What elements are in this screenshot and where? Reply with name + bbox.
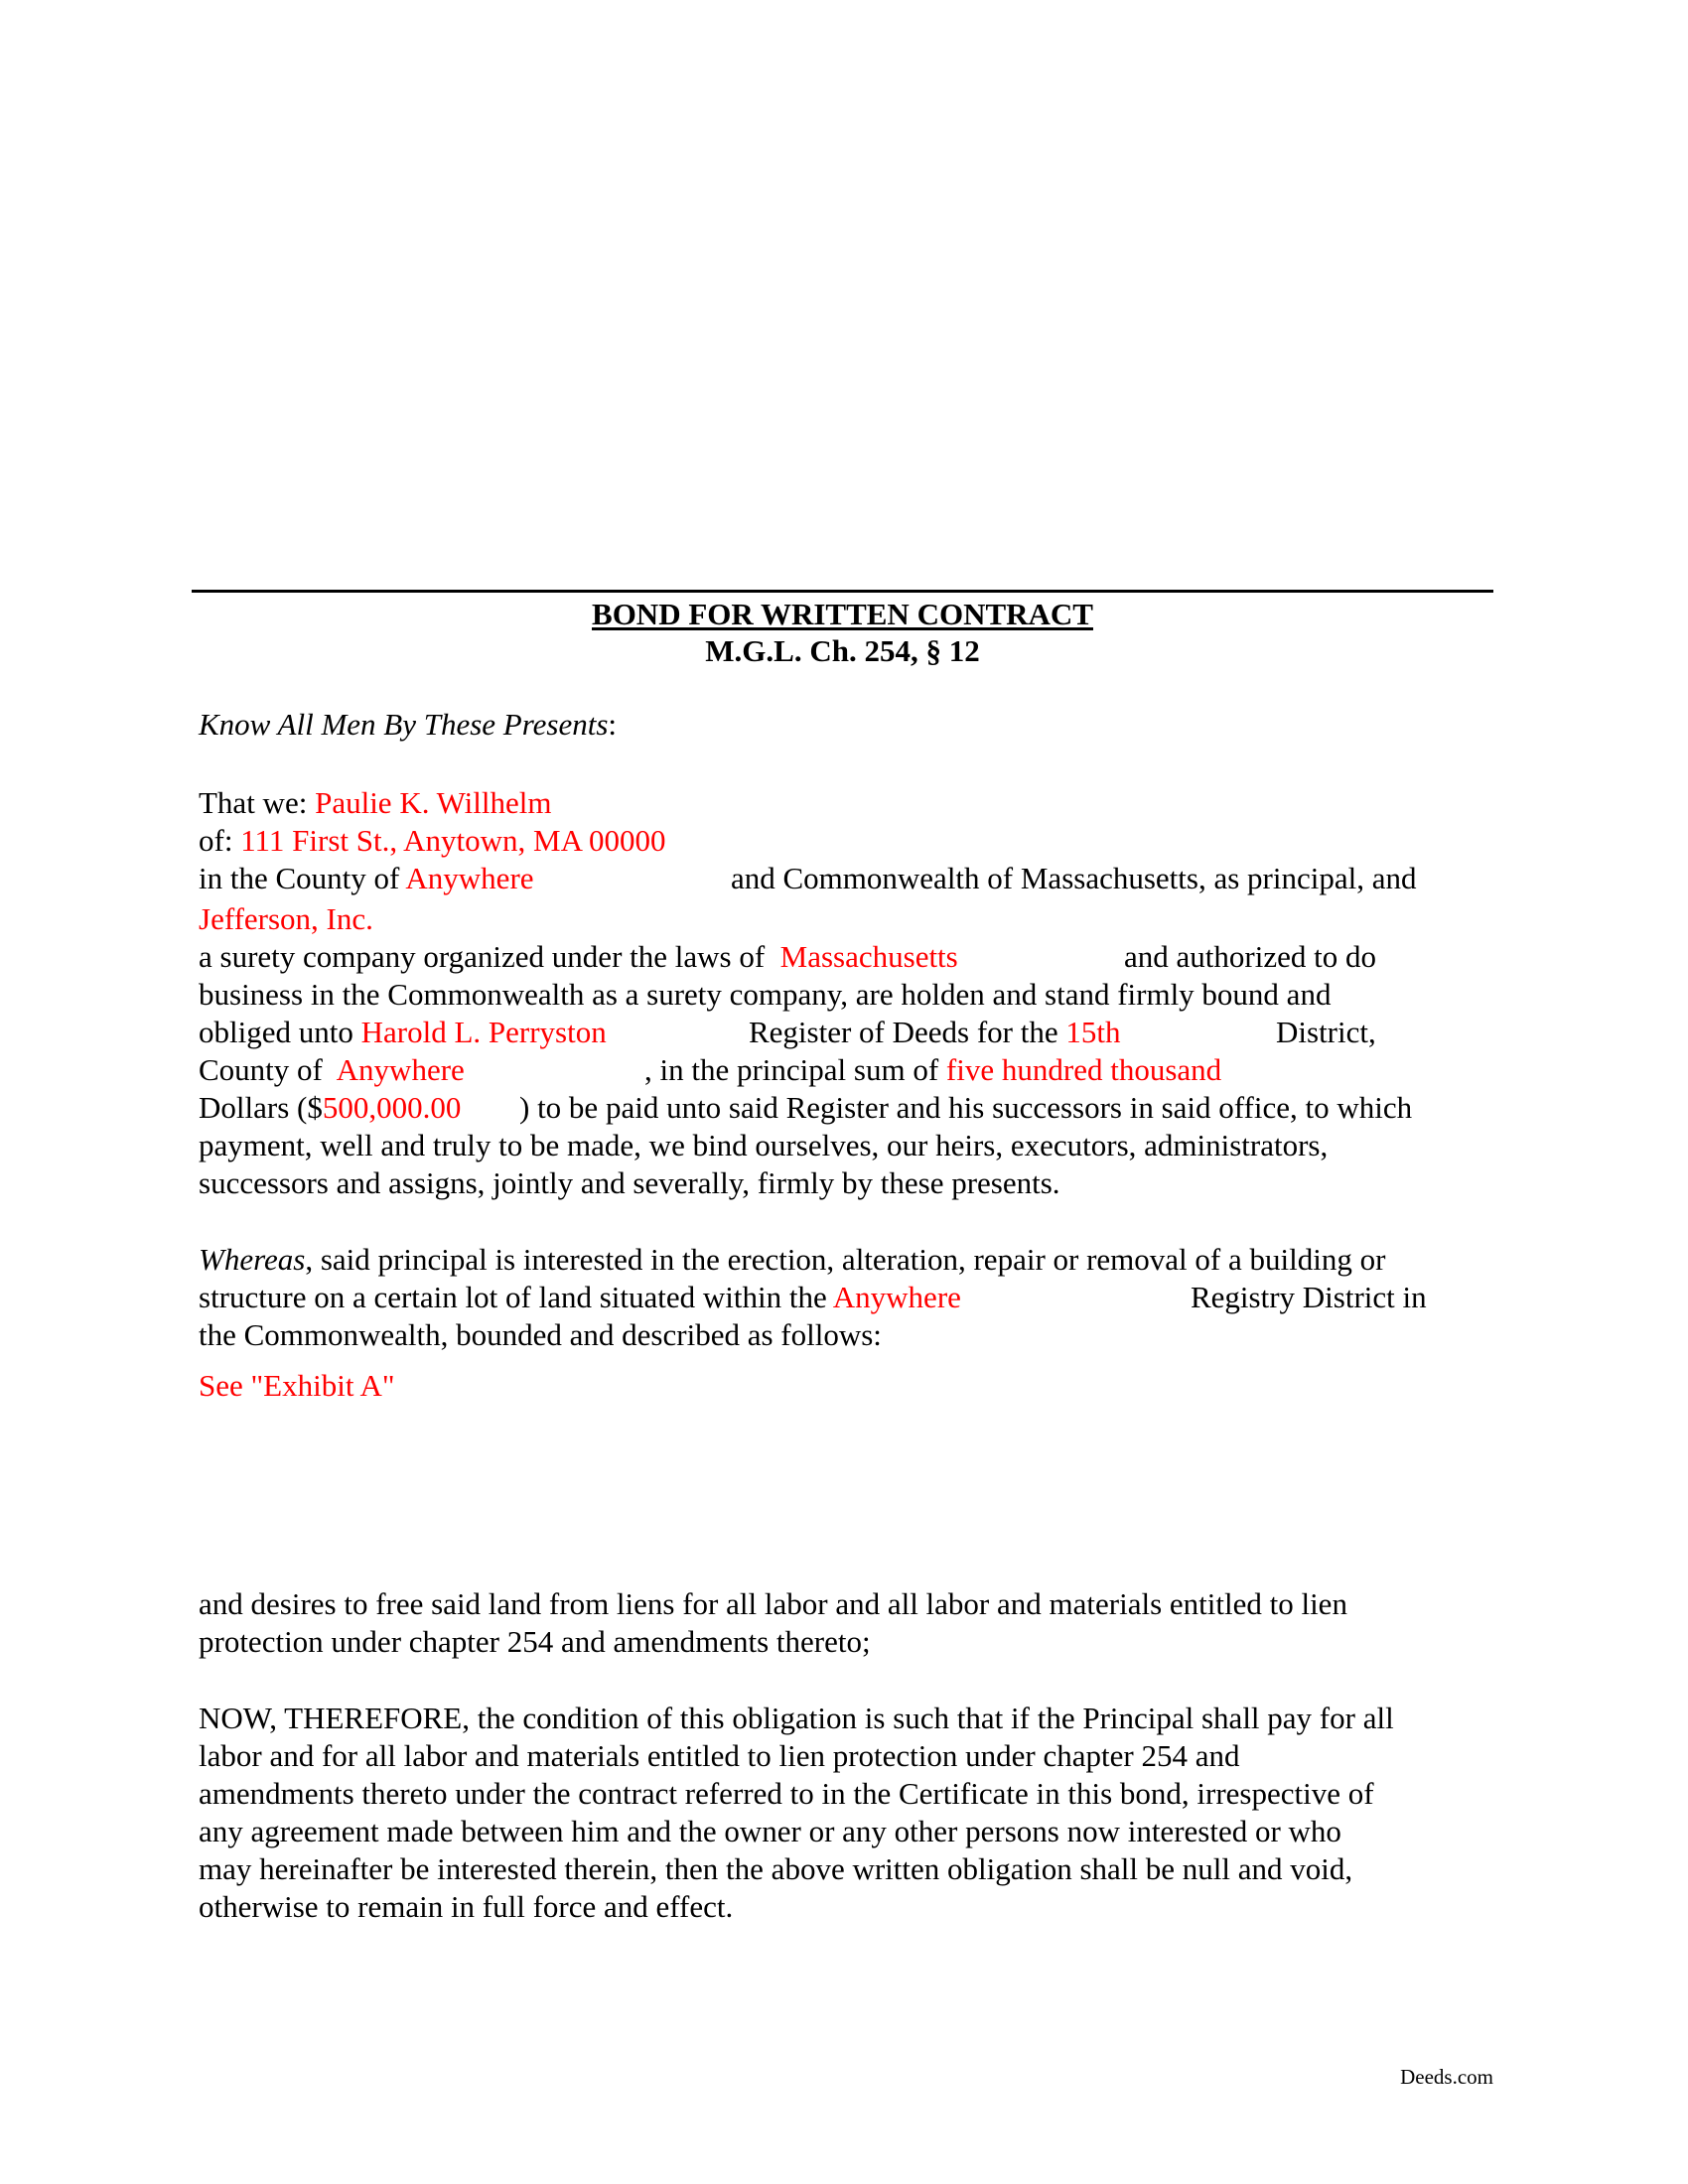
obliged-prefix: obliged unto	[199, 1015, 353, 1049]
district-label: District,	[1276, 1015, 1376, 1049]
now-line-1: NOW, THEREFORE, the condition of this obligation is such that if the Principal shall pay for all	[199, 1701, 1394, 1735]
surety-state: Massachusetts	[779, 939, 958, 974]
county-line	[199, 860, 534, 897]
title-block	[192, 596, 1493, 669]
county-suffix: and Commonwealth of Massachusetts, as principal, and	[731, 861, 1417, 895]
county-2: Anywhere	[336, 1052, 465, 1087]
dollars-suffix: ) to be paid unto said Register and his successors in said office, to which	[519, 1090, 1413, 1125]
desires-line-1: and desires to free said land from liens for all labor and all labor and materials entitled to lien	[199, 1586, 1347, 1621]
sum-amount: 500,000.00	[322, 1090, 462, 1125]
document-title: BOND FOR WRITTEN CONTRACT	[592, 597, 1093, 631]
sum-words: five hundred thousand	[945, 1052, 1222, 1087]
whereas-line	[199, 1241, 1385, 1279]
sum-prefix: , in the principal sum of	[644, 1052, 939, 1087]
county2-line	[199, 1051, 465, 1089]
county-prefix: in the County of	[199, 861, 400, 895]
header-rule	[192, 590, 1493, 593]
whereas-word: Whereas	[199, 1242, 306, 1277]
surety-name: Jefferson, Inc.	[199, 901, 373, 936]
dollars-prefix: Dollars ($	[199, 1090, 323, 1125]
principal-label: That we:	[199, 785, 308, 820]
county2-prefix: County of	[199, 1052, 323, 1087]
structure-prefix: structure on a certain lot of land situated within the	[199, 1280, 827, 1314]
county-1: Anywhere	[405, 861, 534, 895]
now-line-4: any agreement made between him and the owner or any other persons now interested or who	[199, 1814, 1341, 1848]
now-line-6: otherwise to remain in full force and effect.	[199, 1889, 734, 1924]
surety-prefix: a surety company organized under the laws of	[199, 939, 766, 974]
dollars-line	[199, 1089, 461, 1127]
whereas-rest: , said principal is interested in the erection, alteration, repair or removal of a building or	[305, 1242, 1386, 1277]
successors-line: successors and assigns, jointly and severally, firmly by these presents.	[199, 1165, 1060, 1200]
structure-line	[199, 1279, 961, 1316]
surety-suffix: and authorized to do	[1124, 939, 1376, 974]
now-line-5: may hereinafter be interested therein, then the above written obligation shall be null and void,	[199, 1851, 1353, 1886]
bounded-line: the Commonwealth, bounded and described as follows:	[199, 1317, 882, 1352]
sum-line	[644, 1051, 1221, 1089]
legal-description: See "Exhibit A"	[199, 1368, 395, 1403]
principal-name: Paulie K. Willhelm	[315, 785, 552, 820]
principal-line	[199, 784, 551, 822]
register-mid-text: Register of Deeds for the	[749, 1015, 1058, 1049]
register-name: Harold L. Perryston	[360, 1015, 607, 1049]
desires-line-2: protection under chapter 254 and amendments thereto;	[199, 1624, 871, 1659]
salutation-line	[199, 706, 617, 744]
salutation: Know All Men By These Presents	[199, 707, 609, 742]
business-line: business in the Commonwealth as a surety company, are holden and stand firmly bound and	[199, 977, 1332, 1012]
district-number: 15th	[1065, 1015, 1121, 1049]
now-line-3: amendments thereto under the contract referred to in the Certificate in this bond, irrespective of	[199, 1776, 1374, 1811]
registry-suffix: Registry District in	[1191, 1280, 1427, 1314]
salutation-colon: :	[608, 707, 618, 742]
registry-district: Anywhere	[832, 1280, 961, 1314]
footer-brand: Deeds.com	[1400, 2065, 1493, 2089]
obliged-line	[199, 1014, 607, 1051]
surety-line	[199, 938, 958, 976]
address-line	[199, 822, 666, 860]
now-line-2: labor and for all labor and materials entitled to lien protection under chapter 254 and	[199, 1738, 1240, 1773]
of-label: of:	[199, 823, 233, 858]
payment-line: payment, well and truly to be made, we bind ourselves, our heirs, executors, administrators,	[199, 1128, 1329, 1162]
principal-address: 111 First St., Anytown, MA 00000	[240, 823, 666, 858]
document-subtitle: M.G.L. Ch. 254, § 12	[705, 633, 980, 668]
register-mid	[749, 1014, 1121, 1051]
